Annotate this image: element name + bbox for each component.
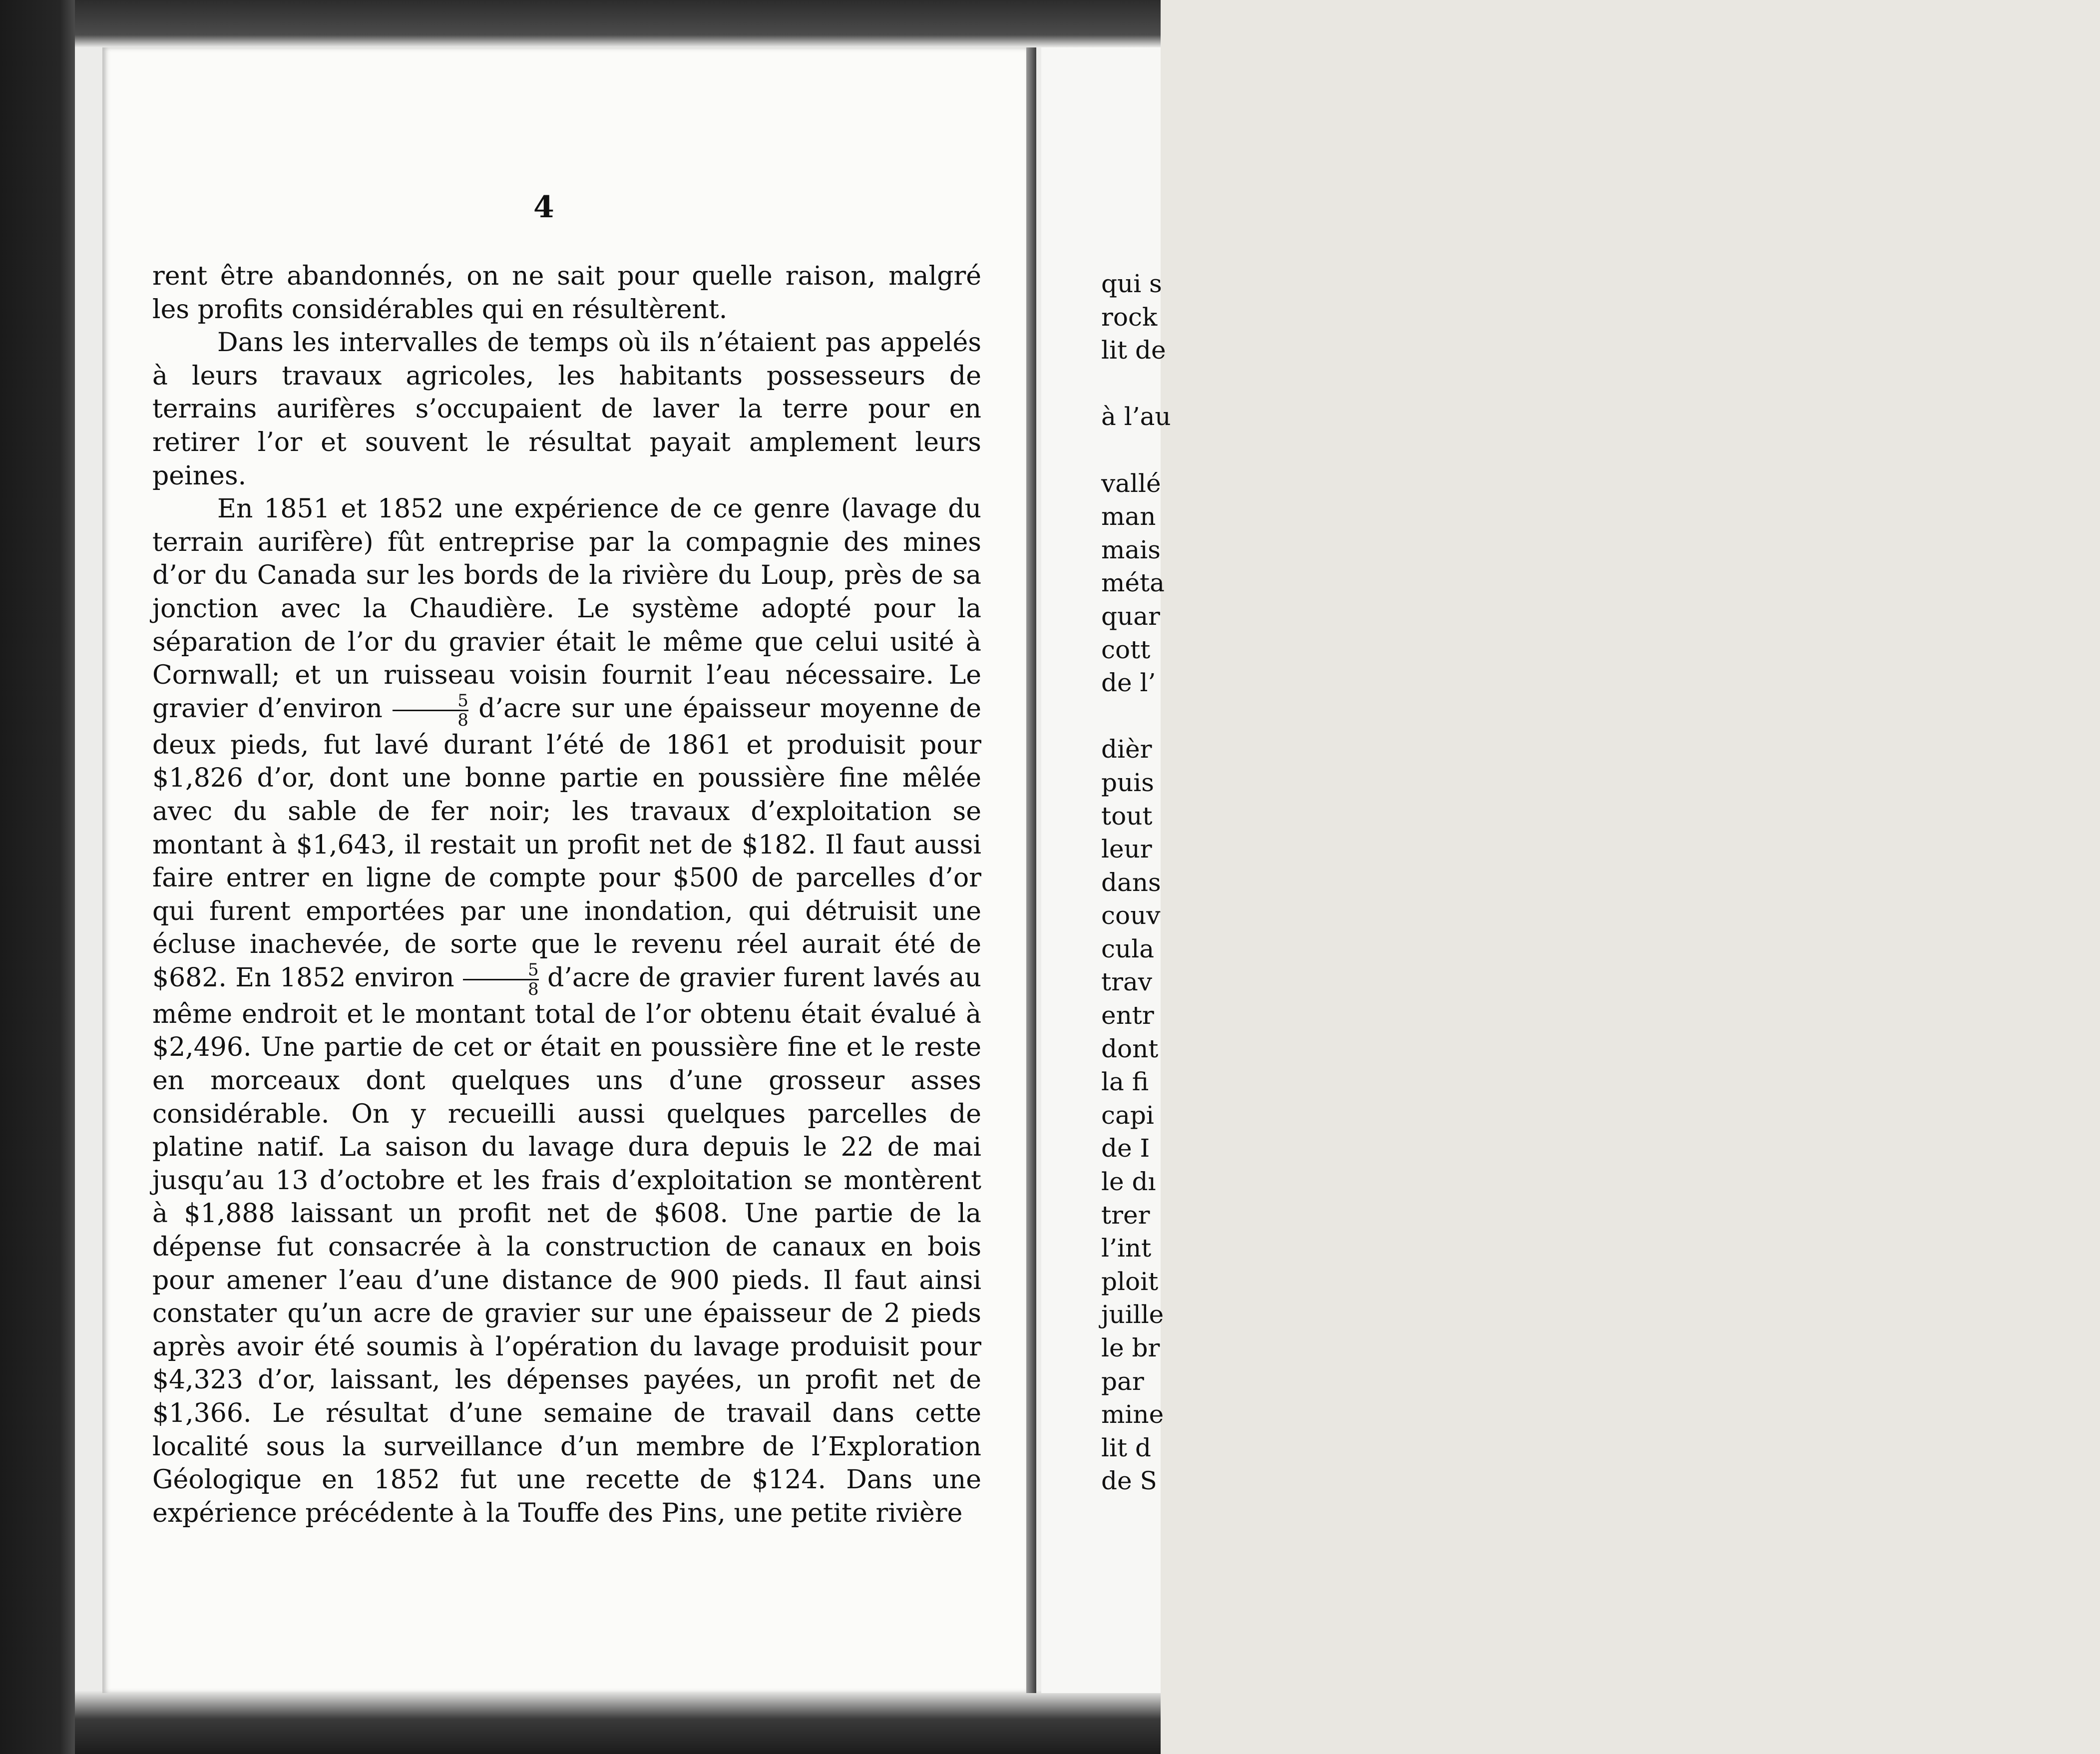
bottom-edge-shadow (75, 1691, 1161, 1754)
adjacent-page-line: quar (1101, 601, 1160, 631)
adjacent-page-line (1101, 367, 2100, 401)
adjacent-page-line: dans (1101, 868, 1161, 897)
fraction-five-eighths (393, 692, 468, 729)
adjacent-page-line: entr (1101, 1001, 1154, 1030)
adjacent-page-line: trav (1101, 967, 1153, 997)
adjacent-page-line: cott (1101, 635, 1151, 664)
paragraph-experience-part-3: d’acre de gravier furent lavés au même endroit et le montant total de l’or obtenu était évalué à $2,496. Une partie de cet or était en poussière fine et le reste en morceaux dont quelques uns d’une grosseur asses considérable. On y recueilli aussi quelques parcelles de platine natif. La saison du lavage dura depuis le 22 de mai jusqu’au 13 d’octobre et les frais d’exploitation se montèrent à $1,888 laissant un profit net de $608. Une partie de la dépense fut consacrée à la construction de canaux en bois pour amener l’eau d’une distance de 900 pieds. Il faut ainsi constater qu’un acre de gravier sur une épaisseur de 2 pieds après avoir été soumis à l’opération du lavage produisit pour $4,323 d’or, laissant, les dépenses payées, un profit net de $1,366. Le résultat d’une semaine de travail dans cette localité sous la surveillance d’un membre de l’Exploration Géologique en 1852 fut une recette de $124. Dans une expérience précédente à la Touffe des Pins, une petite rivière (152, 962, 982, 1528)
page-body-text (152, 260, 981, 1530)
adjacent-page-line: ploit (1101, 1267, 1159, 1296)
adjacent-page-line: lit de (1101, 336, 1166, 365)
fraction-numerator: 5 (457, 690, 468, 711)
fraction-denominator: 8 (457, 710, 468, 730)
adjacent-page-line: trer (1101, 1200, 1150, 1230)
top-edge-shadow (75, 0, 1161, 47)
adjacent-page-line: de l’ (1101, 668, 1156, 698)
adjacent-page-line: vallé (1101, 468, 1161, 498)
adjacent-page-line: mais (1101, 535, 1161, 564)
adjacent-page-line: leur (1101, 835, 1152, 864)
adjacent-page-line: dièr (1101, 735, 1152, 764)
adjacent-page-line: le dı (1101, 1167, 1156, 1197)
paragraph-experience-part-2: d’acre sur une épaisseur moyenne de deux pieds, fut lavé durant l’été de 1861 et produisit pour $1,826 d’or, dont une bonne partie en poussière fine mêlée avec du sable de fer noir; les travaux d’exploitation se montant à $1,643, il restait un profit net de $182. Il faut aussi faire entrer en ligne de compte pour $500 de parcelles d’or qui furent emportées par une inondation, qui détruisit une écluse inachevée, de sorte que le revenu réel aurait été de $682. En 1852 environ (152, 693, 982, 993)
adjacent-page-line: capi (1101, 1100, 1154, 1130)
paragraph-habitants: Dans les intervalles de temps où ils n’étaient pas appelés à leurs travaux agricoles, les habitants possesseurs de terrains aurifères s’occupaient de laver la terre pour en retirer l’or et souvent le résultat payait amplement leurs peines. (152, 328, 981, 491)
adjacent-page-line: lit d (1101, 1433, 1151, 1462)
adjacent-page-fragments (1101, 267, 2100, 1498)
book-binding (0, 0, 75, 1754)
adjacent-page-line: qui s (1101, 269, 1162, 298)
adjacent-page-line: de S (1101, 1466, 1157, 1496)
fraction-numerator: 5 (528, 959, 539, 980)
adjacent-page-line: l’int (1101, 1234, 1152, 1263)
adjacent-page-line: puis (1101, 768, 1154, 797)
adjacent-page-line: le br (1101, 1333, 1160, 1362)
paragraph-continuation: rent être abandonnés, on ne sait pour quelle raison, malgré les profits considérables qui en résultèrent. (152, 261, 981, 325)
page-gutter (1026, 47, 1036, 1693)
adjacent-page-line: méta (1101, 568, 1165, 598)
page-number: 4 (533, 190, 554, 225)
adjacent-page-line: rock (1101, 302, 1158, 332)
adjacent-page-line: la fi (1101, 1067, 1149, 1097)
adjacent-page-line: par (1101, 1366, 1144, 1396)
adjacent-page-line (1101, 434, 2100, 467)
adjacent-page-line: juille (1101, 1300, 1164, 1329)
adjacent-page-line: mine (1101, 1400, 1164, 1429)
fraction-denominator: 8 (528, 979, 539, 999)
adjacent-page (1041, 47, 1171, 1693)
adjacent-page-line: de I (1101, 1134, 1150, 1163)
adjacent-page-line: cula (1101, 934, 1155, 963)
adjacent-page-line (1101, 700, 2100, 733)
paragraph-experience-part-1: En 1851 et 1852 une expérience de ce genre (lavage du terrain aurifère) fût entreprise par la compagnie des mines d’or du Canada sur les bords de la rivière du Loup, près de sa jonction avec la Chaudière. Le système adopté pour la séparation de l’or du gravier était le même que celui usité à Cornwall; et un ruisseau voisin fournit l’eau nécessaire. Le gravier d’environ (152, 494, 981, 724)
adjacent-page-line: tout (1101, 801, 1153, 831)
adjacent-page-line: à l’au (1101, 402, 1171, 432)
paragraph-experience (152, 492, 981, 1530)
adjacent-page-line: couv (1101, 901, 1161, 930)
fraction-bar (393, 710, 468, 711)
fraction-bar (463, 979, 539, 980)
fraction-five-eighths-2 (463, 961, 539, 998)
adjacent-page-line: dont (1101, 1034, 1159, 1063)
adjacent-page-line: man (1101, 502, 1156, 531)
